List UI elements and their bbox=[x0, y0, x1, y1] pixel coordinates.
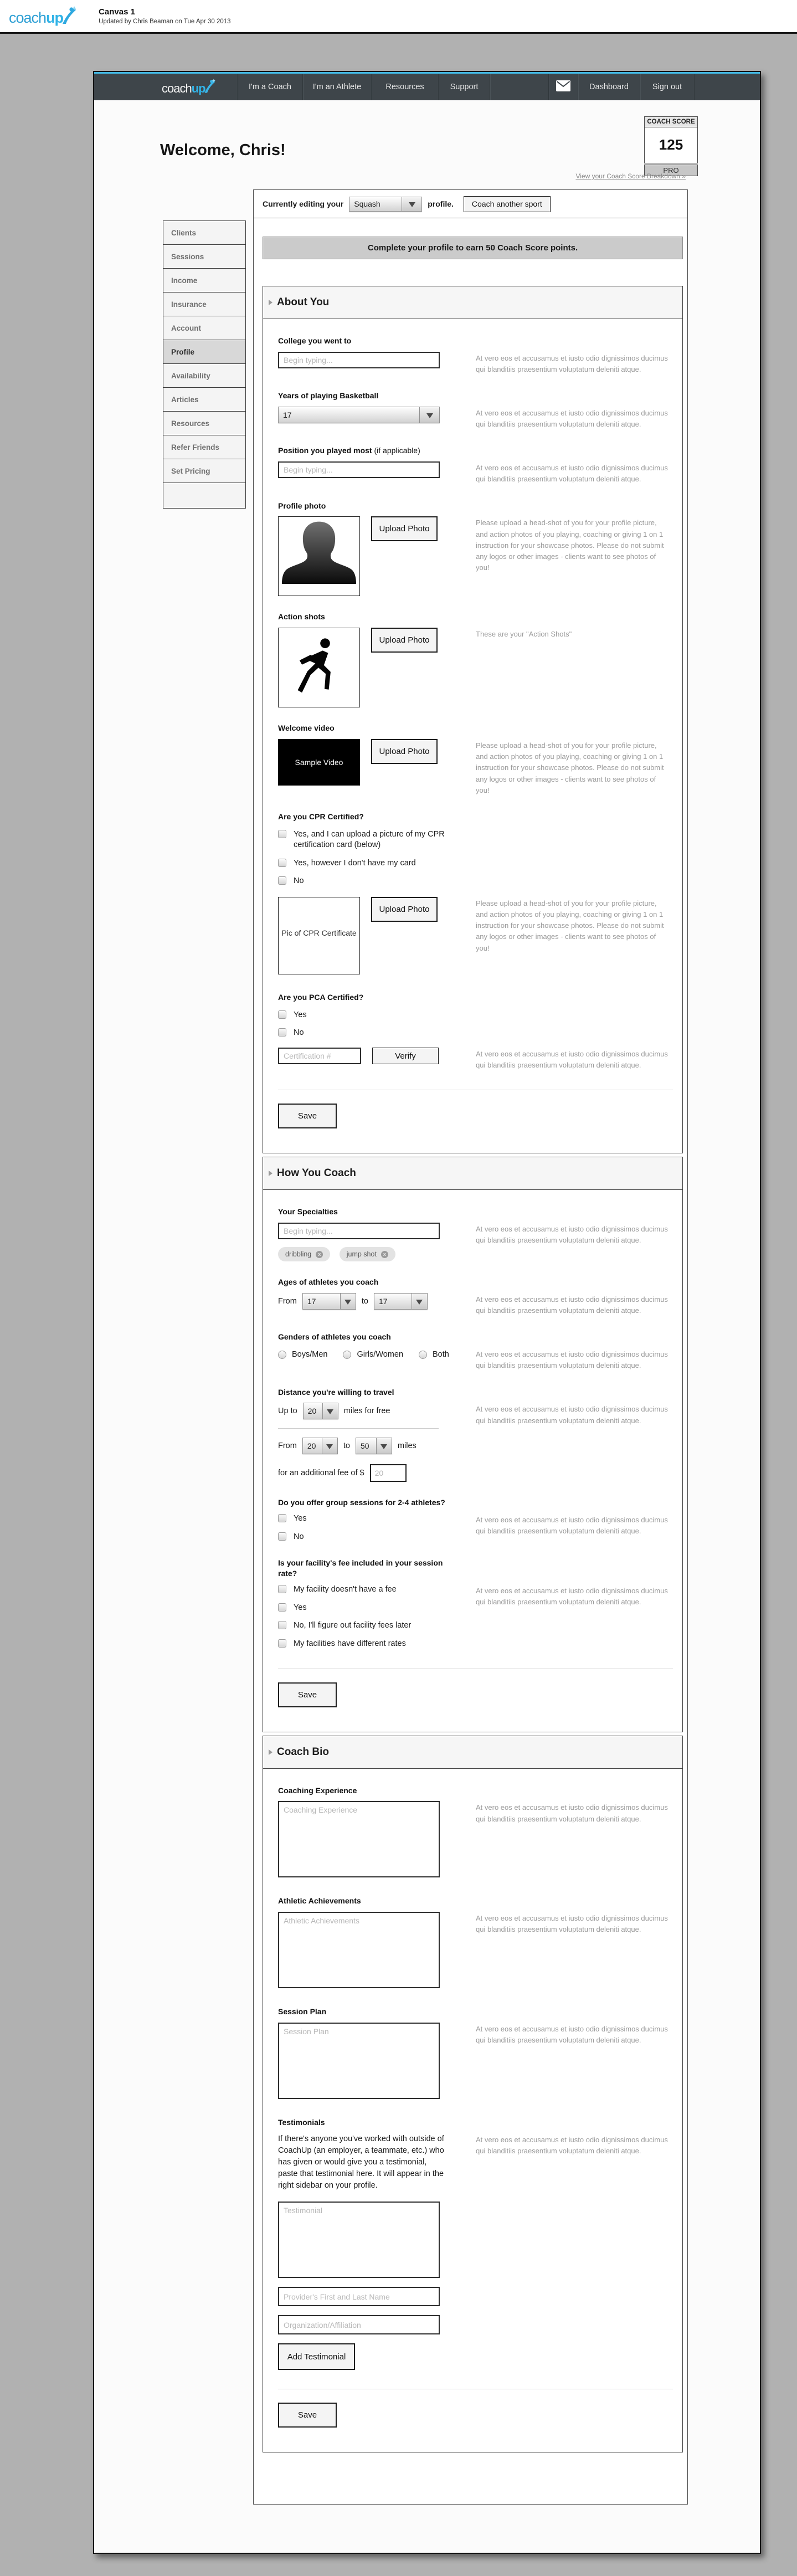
coaching-experience-textarea[interactable] bbox=[278, 1801, 440, 1877]
age-from-select[interactable]: 17 bbox=[302, 1293, 356, 1310]
ages-help-text: At vero eos et accusamus et iusto odio dignissimos ducimus qui blanditiis praesentium voluptatum deleniti atque. bbox=[476, 1295, 668, 1315]
sidebar-item-availability[interactable]: Availability bbox=[163, 363, 246, 388]
gender-both-radio[interactable] bbox=[419, 1351, 427, 1359]
envelope-icon bbox=[556, 80, 570, 94]
specialties-label: Your Specialties bbox=[278, 1207, 338, 1217]
profile-photo-placeholder bbox=[278, 516, 360, 596]
section-about-you-body bbox=[263, 319, 682, 1153]
coach-bio-save-button[interactable]: Save bbox=[278, 2403, 337, 2428]
age-to-select[interactable]: 17 bbox=[374, 1293, 428, 1310]
group-yes-checkbox[interactable] bbox=[278, 1514, 286, 1522]
session-plan-textarea[interactable] bbox=[278, 2023, 440, 2099]
sidebar-item-clients[interactable]: Clients bbox=[163, 220, 246, 245]
pca-option-yes: Yes bbox=[278, 1010, 671, 1021]
sidebar-item-account[interactable]: Account bbox=[163, 316, 246, 340]
verify-button[interactable]: Verify bbox=[372, 1048, 439, 1064]
welcome-video-help-text: Please upload a head-shot of you for your profile picture, and action photos of you playing, coaching or giving 1 on 1 instruction for your showcase photos. Please do not submit any logos or other images - clients want to see photos of you! bbox=[476, 741, 664, 794]
facility-yes-row: Yes bbox=[278, 1603, 476, 1614]
sidebar-item-income[interactable]: Income bbox=[163, 268, 246, 293]
chevron-down-icon bbox=[340, 1294, 356, 1309]
group-no-checkbox[interactable] bbox=[278, 1532, 286, 1541]
facility-no-fee-row: My facility doesn't have a fee bbox=[278, 1584, 476, 1595]
cpr-option-no-card: Yes, however I don't have my card bbox=[278, 858, 671, 869]
sport-select-value: Squash bbox=[354, 199, 380, 208]
position-label: Position you played most (if applicable) bbox=[278, 446, 420, 455]
chevron-down-icon bbox=[402, 197, 421, 211]
organization-input[interactable] bbox=[278, 2315, 440, 2334]
distance-label: Distance you're willing to travel bbox=[278, 1387, 394, 1397]
cpr-certificate-upload-button[interactable]: Upload Photo bbox=[371, 897, 438, 922]
additional-fee-input[interactable] bbox=[370, 1464, 407, 1482]
facility-later-checkbox[interactable] bbox=[278, 1621, 286, 1629]
athletic-achievements-label: Athletic Achievements bbox=[278, 1896, 361, 1906]
section-how-you-coach-header[interactable]: How You Coach bbox=[263, 1157, 682, 1190]
artboard-updated: Updated by Chris Beaman on Tue Apr 30 2013 bbox=[99, 18, 231, 25]
nav-im-an-athlete[interactable]: I'm an Athlete bbox=[302, 74, 371, 100]
profile-photo-help-text: Please upload a head-shot of you for your profile picture, and action photos of you playing, coaching or giving 1 on 1 instruction for your showcase photos. Please do not submit any logos or other images - clients want to see photos of you! bbox=[476, 519, 664, 572]
coaching-experience-label: Coaching Experience bbox=[278, 1785, 357, 1795]
specialties-input[interactable] bbox=[278, 1223, 440, 1239]
facility-different-row: My facilities have different rates bbox=[278, 1639, 476, 1650]
add-testimonial-button[interactable]: Add Testimonial bbox=[278, 2343, 355, 2370]
chevron-down-icon bbox=[322, 1403, 338, 1419]
site-navbar bbox=[94, 72, 760, 100]
coaching-experience-help-text: At vero eos et accusamus et iusto odio dignissimos ducimus qui blanditiis praesentium voluptatum deleniti atque. bbox=[476, 1803, 668, 1823]
specialty-tag-jump-shot: jump shot x bbox=[340, 1247, 395, 1261]
section-coach-bio bbox=[263, 1736, 683, 2453]
section-about-you-header[interactable]: About You bbox=[263, 286, 682, 319]
provider-name-input[interactable] bbox=[278, 2287, 440, 2306]
nav-support[interactable]: Support bbox=[438, 74, 490, 100]
college-label: College you went to bbox=[278, 336, 352, 345]
pca-option-no: No bbox=[278, 1028, 671, 1039]
sport-select[interactable] bbox=[349, 197, 422, 212]
coachup-logo-text: coachup bbox=[9, 9, 64, 26]
sidebar-item-articles[interactable]: Articles bbox=[163, 387, 246, 412]
genders-label: Genders of athletes you coach bbox=[278, 1332, 391, 1342]
sidebar-item-sessions[interactable]: Sessions bbox=[163, 244, 246, 269]
main-column bbox=[253, 189, 688, 2505]
session-plan-label: Session Plan bbox=[278, 2007, 327, 2016]
welcome-video-upload-button[interactable]: Upload Photo bbox=[371, 739, 438, 764]
coach-score-breakdown-link[interactable]: View your Coach Score Breakdown » bbox=[575, 172, 686, 180]
content-area bbox=[94, 189, 760, 2553]
cpr-option-upload: Yes, and I can upload a picture of my CPR certification card (below) bbox=[278, 829, 671, 851]
free-miles-select[interactable]: 20 bbox=[303, 1403, 338, 1419]
cpr-certified-label: Are you CPR Certified? bbox=[278, 812, 364, 821]
sample-video-placeholder[interactable]: Sample Video bbox=[278, 739, 360, 786]
miles-to-select[interactable]: 50 bbox=[356, 1438, 392, 1454]
profile-completion-banner: Complete your profile to earn 50 Coach Score points. bbox=[263, 237, 683, 259]
testimonials-description: If there's anyone you've worked with outside of CoachUp (an employer, a teammate, etc.) who has given or would give you a testimonial, paste that testimonial here. It will appear in the right sidebar on your profile. bbox=[278, 2134, 444, 2190]
session-plan-help-text: At vero eos et accusamus et iusto odio dignissimos ducimus qui blanditiis praesentium voluptatum deleniti atque. bbox=[476, 2025, 668, 2045]
position-input[interactable] bbox=[278, 461, 440, 478]
mockup-canvas bbox=[93, 71, 761, 2554]
messages-button[interactable] bbox=[548, 74, 578, 100]
sidebar-item-insurance[interactable]: Insurance bbox=[163, 292, 246, 316]
athletic-achievements-textarea[interactable] bbox=[278, 1912, 440, 1988]
section-how-you-coach bbox=[263, 1157, 683, 1732]
distance-divider bbox=[278, 1428, 439, 1429]
pca-no-checkbox[interactable] bbox=[278, 1028, 286, 1036]
coach-another-sport-button[interactable]: Coach another sport bbox=[464, 196, 551, 212]
pca-yes-checkbox[interactable] bbox=[278, 1010, 286, 1019]
athletic-achievements-help-text: At vero eos et accusamus et iusto odio dignissimos ducimus qui blanditiis praesentium voluptatum deleniti atque. bbox=[476, 1914, 668, 1934]
page-title: Welcome, Chris! bbox=[160, 141, 286, 159]
pca-certified-label: Are you PCA Certified? bbox=[278, 993, 364, 1002]
triangle-right-icon bbox=[269, 300, 272, 305]
head-silhouette-icon bbox=[279, 516, 359, 596]
how-you-coach-save-button[interactable]: Save bbox=[278, 1682, 337, 1707]
sidebar-empty-cell bbox=[163, 483, 246, 509]
cpr-yes-no-card-checkbox[interactable] bbox=[278, 859, 286, 867]
profile-photo-upload-button[interactable]: Upload Photo bbox=[371, 516, 438, 541]
about-you-save-button[interactable]: Save bbox=[278, 1104, 337, 1128]
cpr-yes-upload-checkbox[interactable] bbox=[278, 830, 286, 838]
sidebar-item-resources[interactable]: Resources bbox=[163, 411, 246, 435]
profile-photo-label: Profile photo bbox=[278, 501, 326, 510]
facility-fee-label: Is your facility's fee included in your session rate? bbox=[278, 1558, 443, 1578]
college-help-text: At vero eos et accusamus et iusto odio dignissimos ducimus qui blanditiis praesentium voluptatum deleniti atque. bbox=[476, 353, 668, 374]
sidebar-item-profile[interactable]: Profile bbox=[163, 340, 246, 364]
certification-number-input[interactable] bbox=[278, 1048, 361, 1064]
runner-silhouette-icon bbox=[289, 631, 349, 705]
group-sessions-label: Do you offer group sessions for 2-4 athletes? bbox=[278, 1498, 445, 1507]
group-no-row: No bbox=[278, 1532, 476, 1543]
facility-fee-help-text: At vero eos et accusamus et iusto odio dignissimos ducimus qui blanditiis praesentium voluptatum deleniti atque. bbox=[476, 1587, 668, 1607]
cpr-option-no: No bbox=[278, 876, 671, 887]
artboard-header bbox=[0, 0, 797, 34]
years-playing-label: Years of playing Basketball bbox=[278, 391, 379, 401]
facility-later-row: No, I'll figure out facility fees later bbox=[278, 1620, 476, 1631]
miles-from-select[interactable]: 20 bbox=[302, 1438, 338, 1454]
coachup-figure-icon bbox=[203, 79, 215, 96]
currently-editing-bar bbox=[253, 189, 688, 218]
artboard-title: Canvas 1 bbox=[99, 7, 135, 17]
college-input[interactable] bbox=[278, 352, 440, 368]
coach-score-label: COACH SCORE bbox=[644, 116, 698, 127]
genders-help-text: At vero eos et accusamus et iusto odio dignissimos ducimus qui blanditiis praesentium voluptatum deleniti atque. bbox=[476, 1350, 668, 1370]
years-help-text: At vero eos et accusamus et iusto odio dignissimos ducimus qui blanditiis praesentium voluptatum deleniti atque. bbox=[476, 409, 668, 429]
testimonial-textarea[interactable] bbox=[278, 2202, 440, 2278]
section-how-you-coach-body: Your Specialties Begin typing... dribbling x jump shot x At vero eos et accusamus et iusto odio dignissimos ducimus qui blanditiis praesentium voluptatum deleniti atque. Ages of athletes you coach From 17 to 17 At vero eos et accusamus et iusto odio dignissimos ducimus qui blanditiis praesentium voluptatum deleniti atque. Genders of athletes you coach Boys/Men Girls/Women Both At vero eos et accusamus et iusto odio dignissimos ducimus qui blanditiis praesentium voluptatum deleniti atque. Distance you're willing to travel Up to 20 miles for free From 20 to 50 miles for an additional fee of $ 20 At vero eos et accusamus et iusto odio dignissimos ducimus qui blanditiis praesentium voluptatum deleniti atque. Do you offer group sessions for 2-4 athletes? Yes No At vero eos et accusamus et iusto odio dignissimos ducimus qui blanditiis praesentium voluptatum deleniti atque. Is your facility's fee included in your session rate? My facility doesn't have a fee Yes No, I'll figure out facility fees later My facilities have different rates At vero eos et accusamus et iusto odio dignissimos ducimus qui blanditiis praesentium voluptatum deleniti atque. Save bbox=[263, 1190, 682, 1731]
page-head bbox=[94, 100, 760, 189]
coachup-figure-icon bbox=[61, 6, 76, 27]
triangle-right-icon bbox=[269, 1749, 272, 1755]
position-help-text: At vero eos et accusamus et iusto odio dignissimos ducimus qui blanditiis praesentium voluptatum deleniti atque. bbox=[476, 464, 668, 484]
chevron-down-icon bbox=[376, 1438, 392, 1454]
coachup-logo bbox=[9, 6, 76, 27]
chevron-down-icon bbox=[322, 1438, 337, 1454]
editing-prefix: Currently editing your bbox=[263, 199, 344, 208]
specialty-tag-dribbling: dribbling x bbox=[278, 1247, 330, 1261]
editing-suffix: profile. bbox=[428, 199, 454, 208]
nav-im-a-coach[interactable]: I'm a Coach bbox=[237, 74, 302, 100]
profile-form-box bbox=[253, 218, 688, 2505]
action-shots-label: Action shots bbox=[278, 612, 325, 622]
nav-resources[interactable]: Resources bbox=[371, 74, 438, 100]
navbar-logo[interactable]: coachup bbox=[94, 74, 237, 100]
certification-help-text: At vero eos et accusamus et iusto odio dignissimos ducimus qui blanditiis praesentium voluptatum deleniti atque. bbox=[476, 1050, 668, 1070]
chevron-down-icon bbox=[419, 407, 439, 423]
testimonials-label: Testimonials bbox=[278, 2118, 325, 2127]
facility-yes-checkbox[interactable] bbox=[278, 1603, 286, 1612]
section-about-you bbox=[263, 286, 683, 1153]
distance-help-text: At vero eos et accusamus et iusto odio dignissimos ducimus qui blanditiis praesentium voluptatum deleniti atque. bbox=[476, 1405, 668, 1425]
action-shots-help-text: These are your "Action Shots" bbox=[476, 630, 572, 639]
nav-spacer bbox=[490, 74, 548, 100]
artboard-meta bbox=[99, 7, 230, 25]
chevron-down-icon bbox=[412, 1294, 427, 1309]
group-yes-row: Yes bbox=[278, 1513, 476, 1525]
gender-boys-radio[interactable] bbox=[278, 1351, 286, 1359]
section-coach-bio-header[interactable]: Coach Bio bbox=[263, 1736, 682, 1769]
cpr-no-checkbox[interactable] bbox=[278, 876, 286, 885]
ages-label: Ages of athletes you coach bbox=[278, 1277, 379, 1287]
testimonials-help-text: At vero eos et accusamus et iusto odio dignissimos ducimus qui blanditiis praesentium voluptatum deleniti atque. bbox=[476, 2136, 668, 2156]
coach-score-tier-badge: PRO bbox=[644, 165, 698, 176]
cpr-certificate-placeholder: Pic of CPR Certificate bbox=[278, 897, 360, 974]
coach-score-widget bbox=[644, 116, 698, 176]
facility-different-rates-checkbox[interactable] bbox=[278, 1639, 286, 1648]
action-shot-placeholder bbox=[278, 628, 360, 707]
sidebar bbox=[163, 221, 246, 509]
coach-score-value: 125 bbox=[644, 127, 698, 163]
cpr-certificate-help-text: Please upload a head-shot of you for your profile picture, and action photos of you playing, coaching or giving 1 on 1 instruction for your showcase photos. Please do not submit any logos or other images - clients want to see photos of you! bbox=[476, 899, 664, 952]
welcome-video-label: Welcome video bbox=[278, 723, 335, 733]
group-sessions-help-text: At vero eos et accusamus et iusto odio dignissimos ducimus qui blanditiis praesentium voluptatum deleniti atque. bbox=[476, 1516, 668, 1536]
nav-dashboard[interactable]: Dashboard bbox=[578, 74, 640, 100]
years-playing-select-value: 17 bbox=[283, 410, 292, 420]
nav-sign-out[interactable]: Sign out bbox=[640, 74, 695, 100]
remove-icon[interactable]: x bbox=[316, 1251, 323, 1258]
years-playing-select[interactable] bbox=[278, 407, 440, 423]
triangle-right-icon bbox=[269, 1171, 272, 1176]
section-coach-bio-body bbox=[263, 1769, 682, 2452]
facility-no-fee-checkbox[interactable] bbox=[278, 1585, 286, 1593]
sidebar-item-set-pricing[interactable]: Set Pricing bbox=[163, 459, 246, 483]
gender-girls-radio[interactable] bbox=[343, 1351, 351, 1359]
action-shot-upload-button[interactable]: Upload Photo bbox=[371, 628, 438, 653]
sidebar-item-refer-friends[interactable]: Refer Friends bbox=[163, 435, 246, 459]
specialty-tags bbox=[278, 1247, 476, 1261]
remove-icon[interactable]: x bbox=[381, 1251, 388, 1258]
specialties-help-text: At vero eos et accusamus et iusto odio dignissimos ducimus qui blanditiis praesentium voluptatum deleniti atque. bbox=[476, 1225, 668, 1245]
